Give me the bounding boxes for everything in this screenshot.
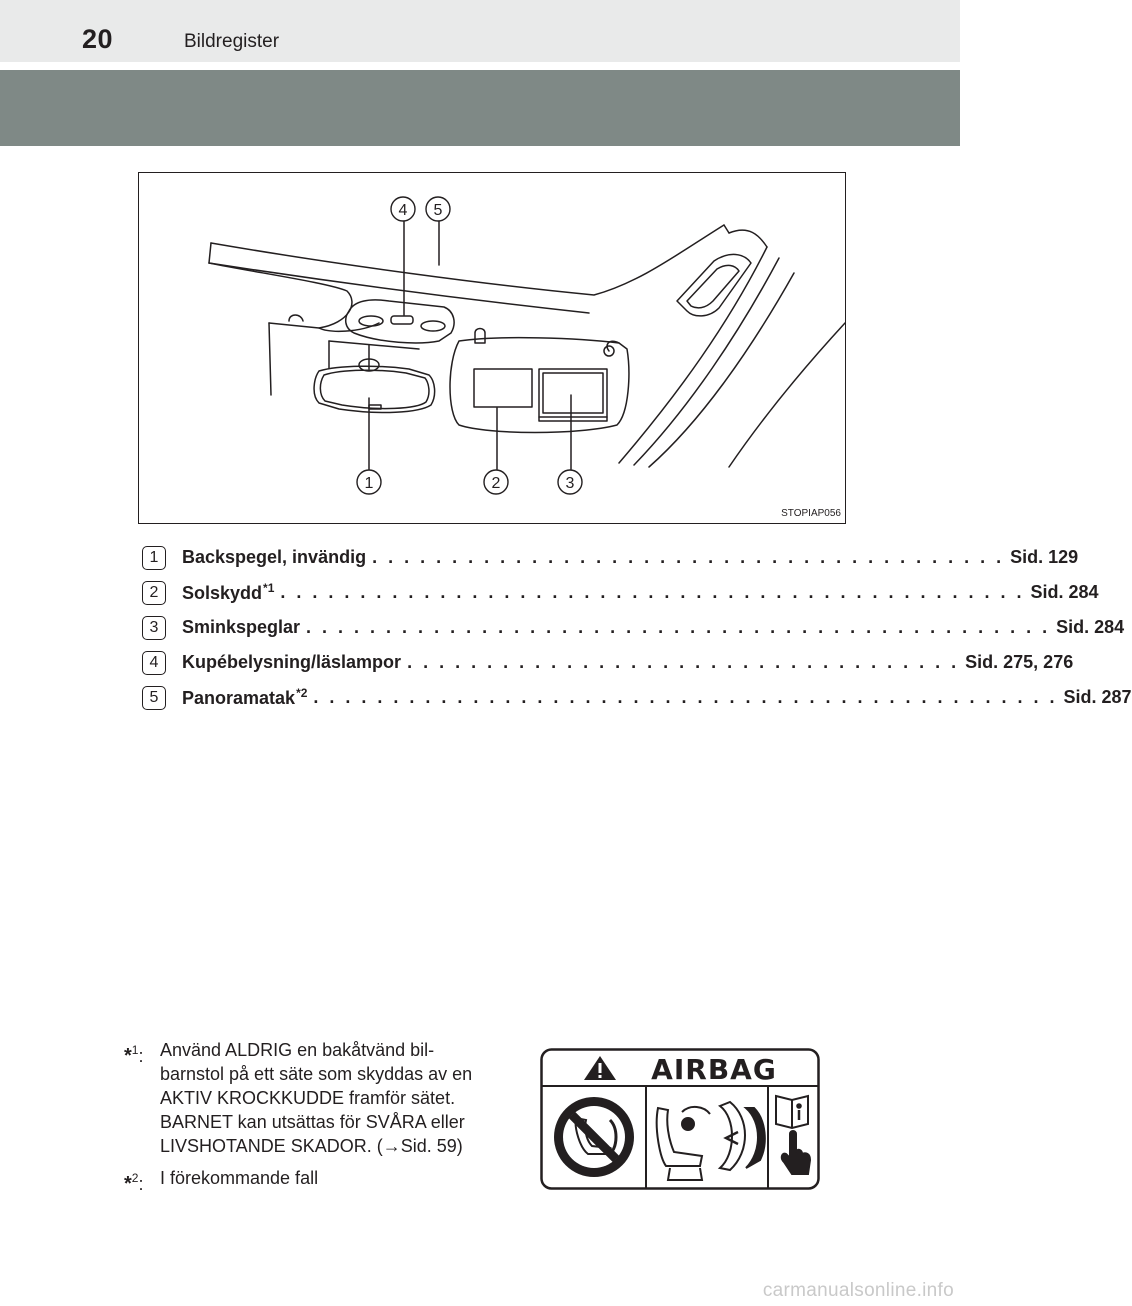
callout-4: 4 — [398, 202, 408, 219]
no-rear-facing-seat-icon — [554, 1097, 634, 1177]
footnote-mark: *$^1$: — [124, 1043, 144, 1067]
interior-drawing — [139, 173, 845, 523]
leader-dots: . . . . . . . . . . . . . . . . . . . . . . . . . . . . . . . . . . . . . . . . . . . . . . . — [280, 582, 1025, 602]
item-number: 1 — [142, 546, 166, 570]
item-number: 4 — [142, 651, 166, 675]
page-reference[interactable]: Sid. 287 — [1063, 687, 1132, 707]
leader-dots: . . . . . . . . . . . . . . . . . . . . . . . . . . . . . . . . . . . . . . . . — [372, 547, 1005, 567]
footnote-line: Använd ALDRIG en bakåtvänd bil- — [160, 1040, 435, 1060]
item-label: Kupébelysning/läslampor — [182, 652, 402, 672]
roof-console-illustration — [138, 172, 846, 524]
legend-item — [142, 610, 1125, 645]
legend-item — [142, 540, 1079, 575]
footnotes — [124, 1038, 514, 1198]
footnote-marker: *2 — [296, 686, 308, 700]
header-band — [0, 70, 960, 146]
item-label: Backspegel, invändig — [182, 547, 367, 567]
page-header — [0, 0, 960, 62]
legend-item — [142, 575, 1099, 610]
item-number: 5 — [142, 686, 166, 710]
airbag-title: AIRBAG — [651, 1053, 777, 1086]
leader-dots: . . . . . . . . . . . . . . . . . . . . . . . . . . . . . . . . . . . — [407, 652, 960, 672]
page-reference[interactable]: Sid. 129 — [1010, 547, 1079, 567]
footnote-line: LIVSHOTANDE SKADOR. (→Sid. 59) — [160, 1136, 463, 1156]
callout-1: 1 — [364, 475, 374, 492]
footnote-line: AKTIV KROCKKUDDE framför sätet. — [160, 1088, 456, 1108]
component-legend — [142, 540, 1132, 715]
callout-5: 5 — [433, 202, 443, 219]
page-link[interactable]: Sid. 59) — [400, 1136, 463, 1156]
page-reference[interactable]: Sid. 284 — [1030, 582, 1099, 602]
callout-3: 3 — [565, 475, 575, 492]
item-number: 3 — [142, 616, 166, 640]
footnote-line: I förekommande fall — [160, 1168, 319, 1188]
legend-item — [142, 645, 1074, 680]
section-title: Bildregister — [184, 31, 280, 52]
footnote-mark: *$^2$: — [124, 1171, 144, 1195]
page-number: 20 — [82, 24, 114, 54]
item-label: Sminkspeglar — [182, 617, 301, 637]
leader-dots: . . . . . . . . . . . . . . . . . . . . . . . . . . . . . . . . . . . . . . . . . . . . . . . — [313, 687, 1058, 707]
footnote-line: barnstol på ett säte som skyddas av en — [160, 1064, 473, 1084]
footnote-2 — [124, 1166, 514, 1195]
airbag-warning-label — [540, 1048, 820, 1190]
watermark: carmanualsonline.info — [762, 1280, 954, 1301]
figure-code: STOPIAP056 — [781, 508, 841, 519]
page-reference[interactable]: Sid. 275, 276 — [965, 652, 1074, 672]
footnote-marker: *1 — [263, 581, 275, 595]
callout-markers — [357, 197, 582, 494]
item-number: 2 — [142, 581, 166, 605]
callout-2: 2 — [491, 475, 501, 492]
page-reference[interactable]: Sid. 284 — [1056, 617, 1125, 637]
arrow-icon: → — [382, 1136, 401, 1156]
leader-dots: . . . . . . . . . . . . . . . . . . . . . . . . . . . . . . . . . . . . . . . . . . . . . . . — [306, 617, 1051, 637]
legend-item — [142, 680, 1132, 715]
footnote-1 — [124, 1038, 514, 1158]
item-label: Solskydd$^{*1}$ — [182, 581, 275, 603]
footnote-line: BARNET kan utsättas för SVÅRA eller — [160, 1112, 465, 1132]
item-label: Panoramatak$^{*2}$ — [182, 686, 308, 708]
